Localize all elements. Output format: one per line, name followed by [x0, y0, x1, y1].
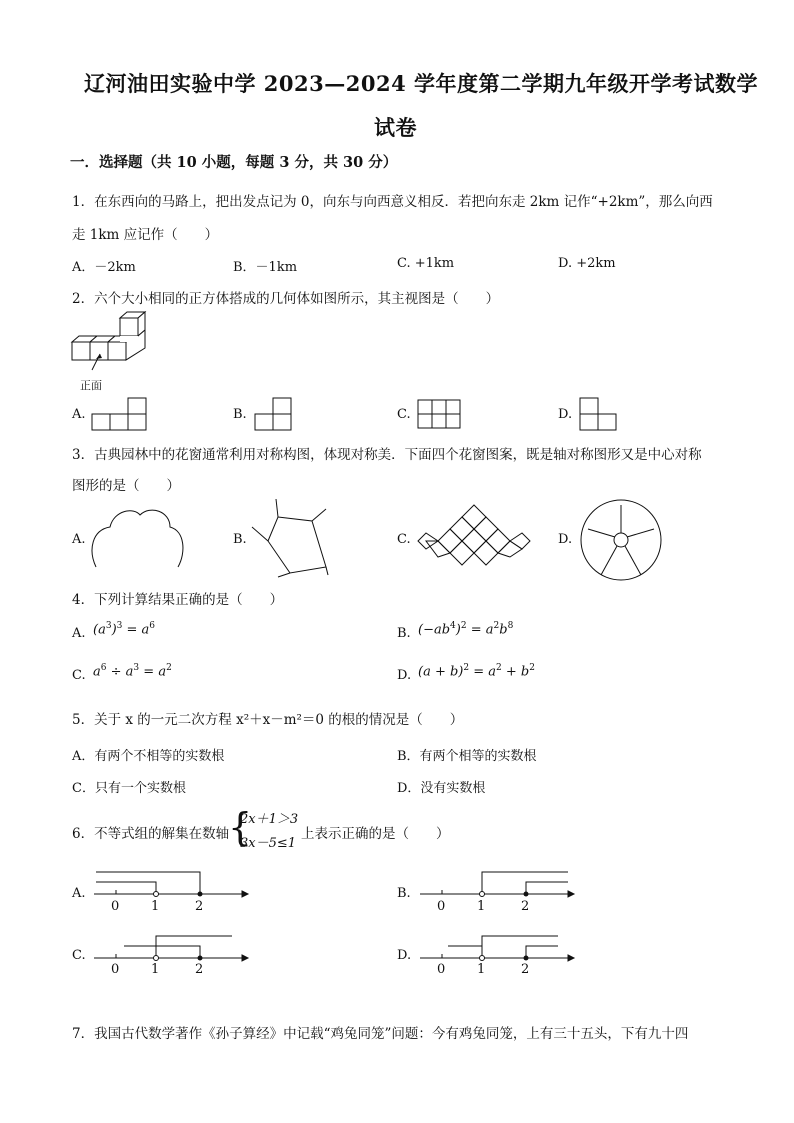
q4-option-d-math[interactable]: $(a + b)^2 = a^2 + b^2$ [418, 663, 535, 680]
q5-option-d[interactable]: D．没有实数根 [397, 781, 486, 796]
q1-option-d[interactable]: D. +2km [558, 256, 616, 271]
q2-front-label: 正面 [80, 379, 102, 392]
q4-label-a[interactable]: A. [72, 626, 86, 641]
q6-c-tick-2: 2 [195, 962, 204, 977]
q5-option-a[interactable]: A．有两个不相等的实数根 [72, 749, 225, 764]
q6-label-a[interactable]: A. [72, 886, 86, 901]
q6-option-c-numberline[interactable] [92, 932, 252, 960]
q4-option-b-math[interactable]: $(-ab^4)^2 = a^2b^8$ [418, 621, 514, 638]
q6-d-tick-1: 1 [477, 962, 486, 977]
q2-option-b-figure[interactable] [255, 396, 295, 432]
q6-c-tick-1: 1 [151, 962, 160, 977]
q1-option-c[interactable]: C. +1km [397, 256, 455, 271]
q2-label-c[interactable]: C. [397, 407, 411, 422]
q4-label-c[interactable]: C. [72, 668, 86, 683]
q7-text: 7．我国古代数学著作《孙子算经》中记载“鸡兔同笼”问题：今有鸡兔同笼，上有三十五头，下有九十四 [72, 1026, 689, 1042]
q2-cube-figure [70, 310, 160, 370]
q5-option-b[interactable]: B．有两个相等的实数根 [397, 749, 537, 764]
q6-option-d-numberline[interactable] [418, 932, 578, 960]
q6-b-tick-1: 1 [477, 899, 486, 914]
q6-ineq-2: 3x－5≤1 [240, 836, 297, 851]
q4-option-a-math[interactable]: $(a^3)^3 = a^6$ [93, 621, 156, 638]
q6-b-tick-0: 0 [437, 899, 446, 914]
q6-a-tick-1: 1 [151, 899, 160, 914]
q6-text-before: 6．不等式组的解集在数轴 [72, 826, 230, 842]
q6-a-tick-0: 0 [111, 899, 120, 914]
q4-text: 4．下列计算结果正确的是（ ） [72, 592, 284, 608]
q6-label-b[interactable]: B. [397, 886, 411, 901]
q2-option-a-figure[interactable] [92, 396, 148, 432]
section-heading: 一．选择题（共 10 小题，每题 3 分，共 30 分） [70, 154, 398, 171]
q2-label-a[interactable]: A. [72, 407, 86, 422]
q2-text: 2．六个大小相同的正方体搭成的几何体如图所示，其主视图是（ ） [72, 291, 500, 307]
q4-option-c-math[interactable]: $a^6 \div a^3 = a^2$ [93, 663, 172, 680]
q4-label-d[interactable]: D. [397, 668, 412, 683]
q4-label-b[interactable]: B. [397, 626, 411, 641]
q2-option-d-figure[interactable] [580, 396, 620, 432]
q6-d-tick-0: 0 [437, 962, 446, 977]
q6-c-tick-0: 0 [111, 962, 120, 977]
q6-option-a-numberline[interactable] [92, 868, 252, 896]
q2-option-c-figure[interactable] [418, 400, 462, 432]
q6-ineq-1: 2x＋1＞3 [240, 812, 299, 827]
q6-brace: { [228, 805, 253, 849]
q6-d-tick-2: 2 [521, 962, 530, 977]
q1-option-a[interactable]: A．－2km [72, 260, 136, 275]
q3-option-a-figure[interactable] [90, 505, 185, 570]
q6-option-b-numberline[interactable] [418, 868, 578, 896]
doc-title-line2: 试卷 [374, 115, 417, 140]
q5-text: 5．关于 x 的一元二次方程 x²＋x－m²＝0 的根的情况是（ ） [72, 712, 464, 728]
q2-label-d[interactable]: D. [558, 407, 573, 422]
q6-b-tick-2: 2 [521, 899, 530, 914]
q3-text-line1: 3．古典园林中的花窗通常利用对称构图，体现对称美．下面四个花窗图案，既是轴对称图形又是中心对称 [72, 447, 702, 463]
q6-label-d[interactable]: D. [397, 948, 412, 963]
q3-label-d[interactable]: D. [558, 532, 573, 547]
q2-label-b[interactable]: B. [233, 407, 247, 422]
q3-option-c-figure[interactable] [416, 503, 532, 571]
q3-option-b-figure[interactable] [250, 497, 330, 579]
q3-option-d-figure[interactable] [578, 497, 664, 581]
q6-a-tick-2: 2 [195, 899, 204, 914]
q3-label-b[interactable]: B. [233, 532, 247, 547]
q1-text-line1: 1．在东西向的马路上，把出发点记为 0，向东与向西意义相反．若把向东走 2km 记作“+2km”，那么向西 [72, 194, 713, 210]
q3-label-a[interactable]: A. [72, 532, 86, 547]
q6-text-after: 上表示正确的是（ ） [301, 826, 450, 842]
q1-text-line2: 走 1km 应记作（ ） [72, 227, 219, 243]
q5-option-c[interactable]: C．只有一个实数根 [72, 781, 186, 796]
q6-label-c[interactable]: C. [72, 948, 86, 963]
q3-label-c[interactable]: C. [397, 532, 411, 547]
doc-title-line1: 辽河油田实验中学 2023—2024 学年度第二学期九年级开学考试数学 [84, 71, 759, 96]
q3-text-line2: 图形的是（ ） [72, 478, 180, 494]
q1-option-b[interactable]: B．－1km [233, 260, 298, 275]
